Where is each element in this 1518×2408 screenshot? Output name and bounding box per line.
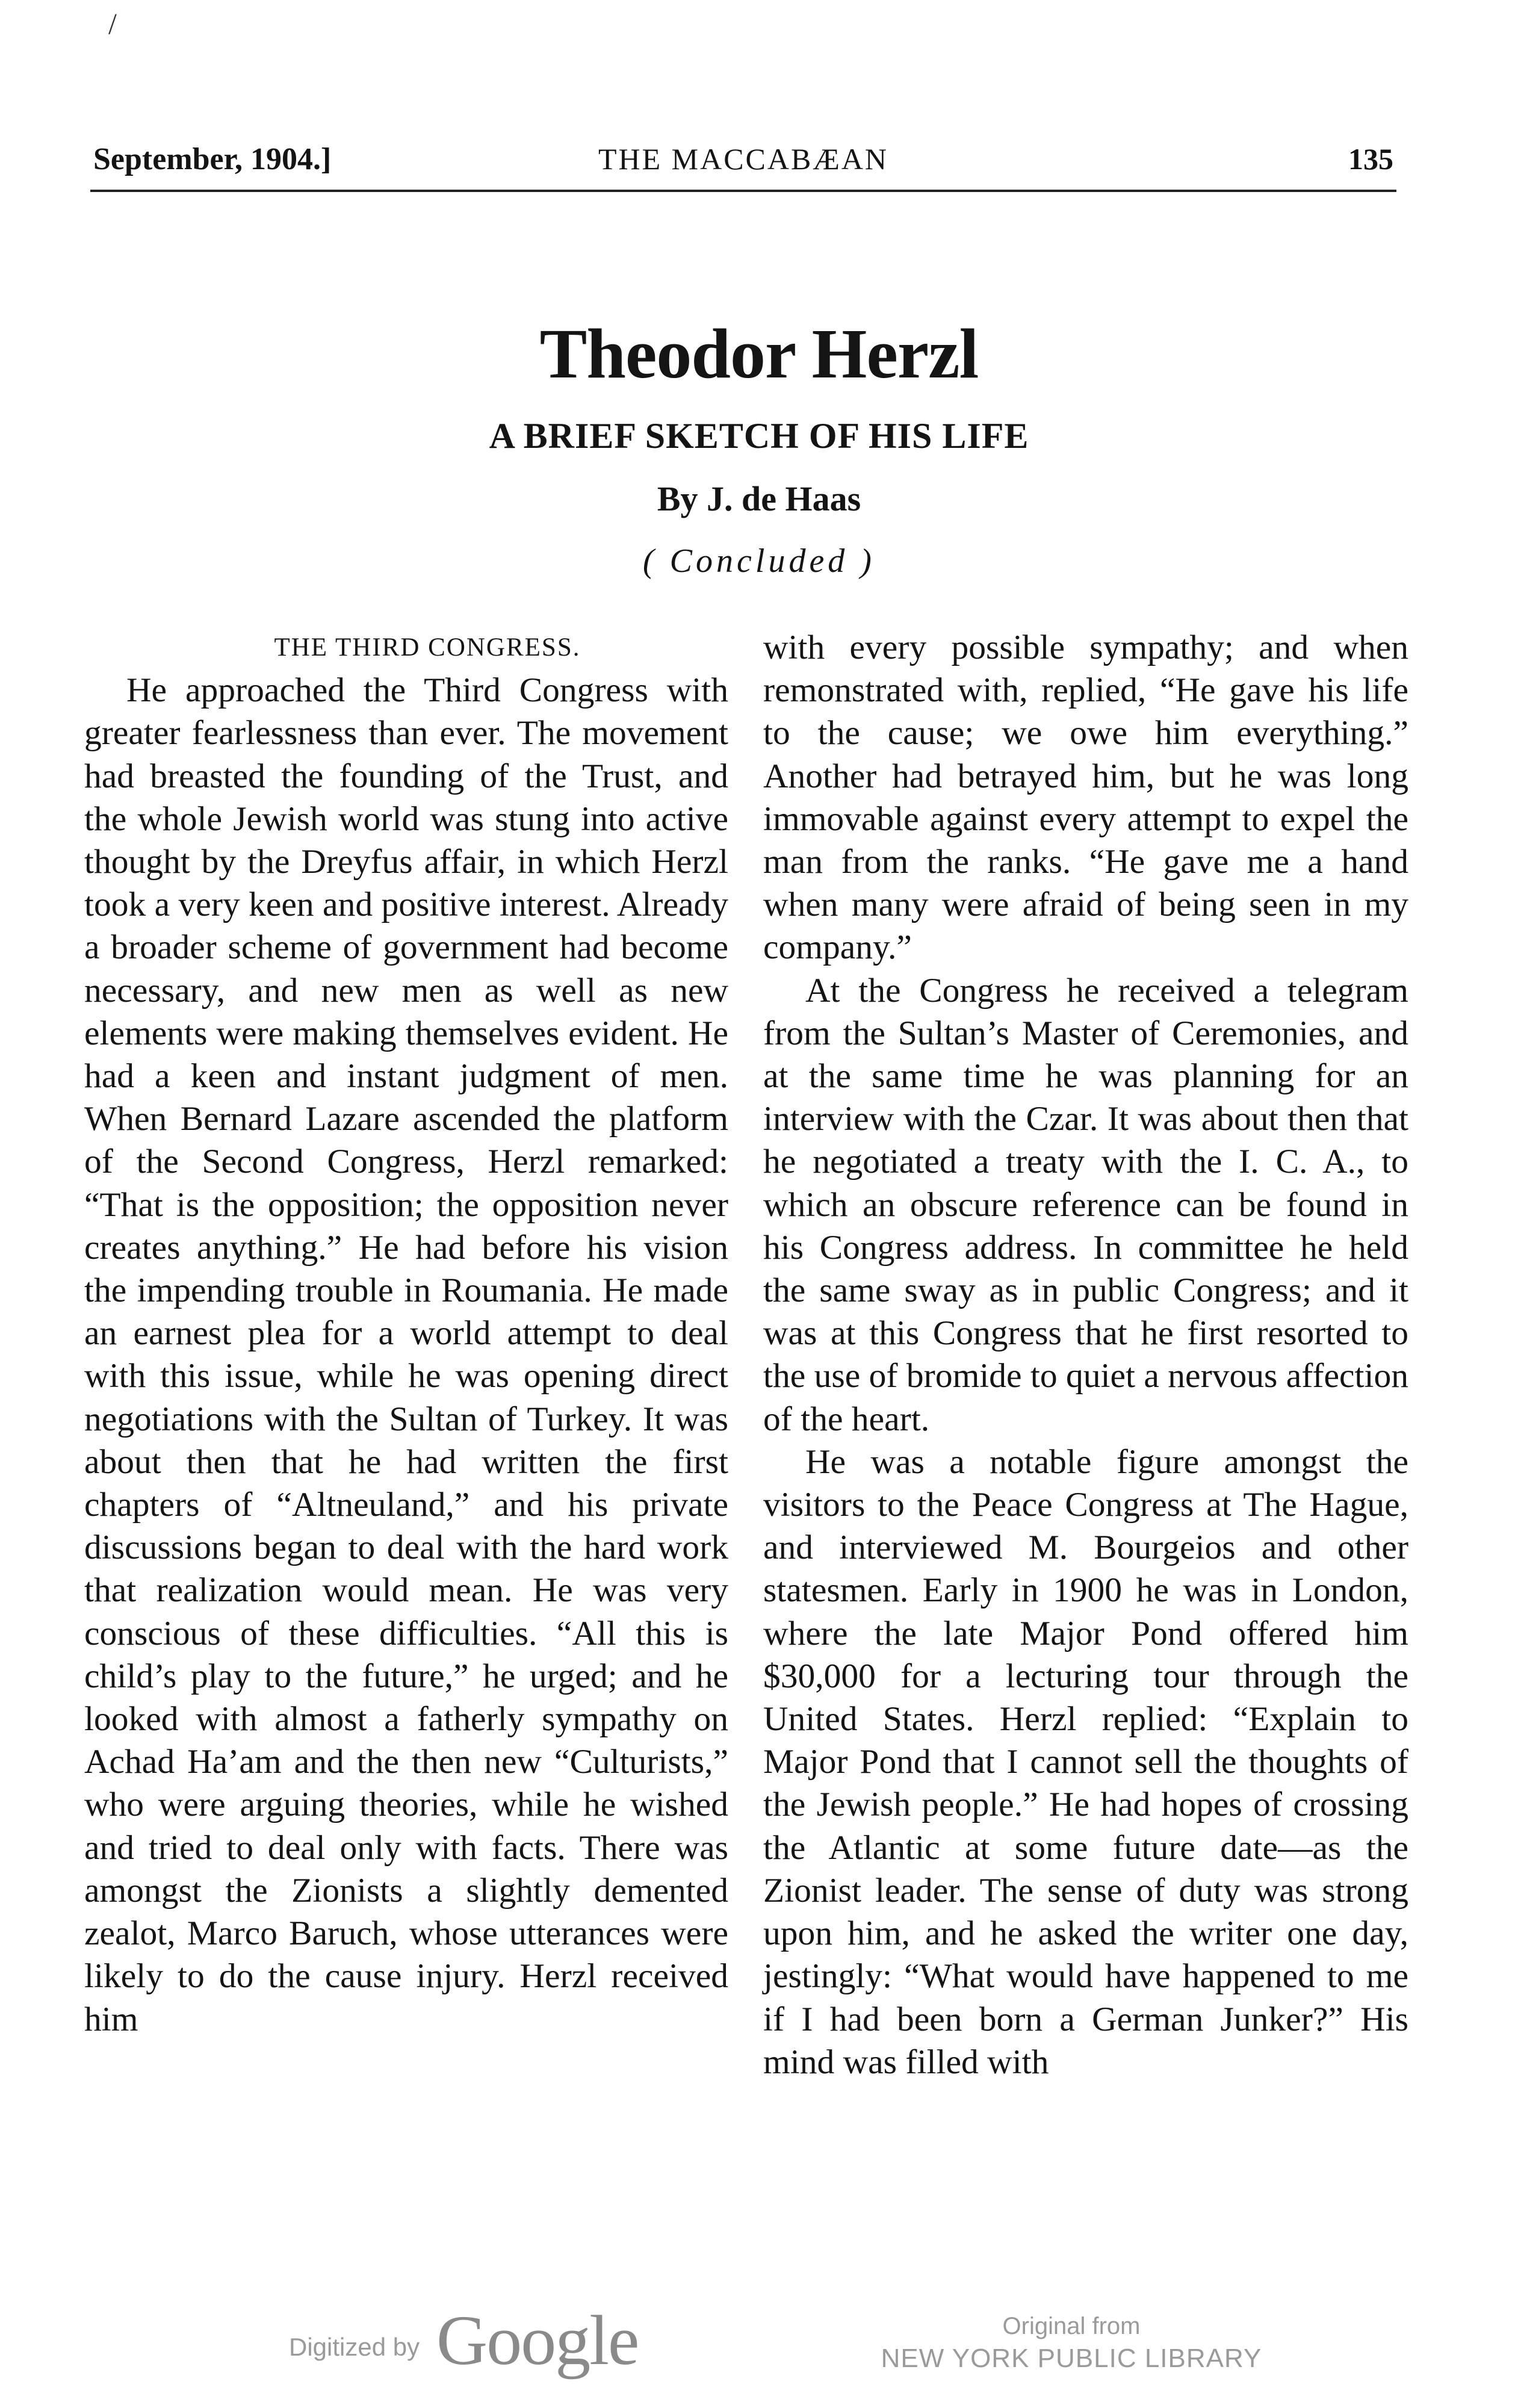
right-column xyxy=(763,626,1408,2084)
header-page-number: 135 xyxy=(1348,142,1393,176)
article-byline: By J. de Haas xyxy=(657,479,861,518)
library-name: NEW YORK PUBLIC LIBRARY xyxy=(881,2344,1262,2373)
google-watermark xyxy=(289,2300,650,2380)
header-date: September, 1904.] xyxy=(93,142,332,176)
google-logo: Google xyxy=(436,2301,639,2380)
article-title: Theodor Herzl xyxy=(539,314,979,393)
paragraph: He approached the Third Congress with greater fearlessness than ever. The movement had breasted the founding of the Trust, and the whole Jewish world was stung into active thought by the Dreyfus affair, in which Herzl took a very keen and positive interest. Already a broader scheme of government had become necessary, and new men as well as new elements were making themselves evident. He had a keen and instant judgment of men. When Bernard Lazare ascended the platform of the Second Congress, Herzl remarked: “That is the opposition; the opposition never creates anything.” He had before his vision the impending trouble in Roumania. He made an earnest plea for a world attempt to deal with this issue, while he was opening direct negotiations with the Sultan of Turkey. It was about then that he had written the first chapters of “Altneuland,” and his private discussions began to deal with the hard work that realization would mean. He was very conscious of these difficulties. “All this is child’s play to the future,” he urged; and he looked with almost a fatherly sympathy on Achad Ha’am and the then new “Culturists,” who were arguing theories, while he wished and tried to deal only with facts. There was amongst the Zionists a slightly demented zealot, Marco Baruch, whose utterances were likely to do the cause injury. Herzl received him xyxy=(84,671,728,2038)
original-from-label: Original from xyxy=(1002,2313,1141,2339)
paragraph: At the Congress he received a telegram from the Sultan’s Master of Ceremonies, and at the same time he was planning for an interview with the Czar. It was about then that he negotiated a treaty with the I. C. A., to which an obscure reference can be found in his Congress address. In committee he held the same sway as in public Congress; and it was at this Congress that he first resorted to the use of bromide to quiet a nervous affection of the heart. xyxy=(763,971,1408,1438)
running-head xyxy=(93,141,1393,190)
article-note: ( Concluded ) xyxy=(643,542,875,580)
library-credit xyxy=(873,2310,1270,2375)
paragraph: with every possible sympathy; and when remonstrated with, replied, “He gave his life to the cause; we owe him everything.” Another had betrayed him, but he was long immovable against every attempt to expel the man from the ranks. “He gave me a hand when many were afraid of being seen in my company.” xyxy=(763,628,1408,967)
header-rule xyxy=(90,190,1396,192)
header-journal-title: THE MACCABÆAN xyxy=(598,142,889,176)
scan-mark: / xyxy=(108,7,117,40)
left-column xyxy=(84,626,728,2041)
section-heading: THE THIRD CONGRESS. xyxy=(274,633,581,662)
paragraph: He was a notable figure amongst the visitors to the Peace Congress at The Hague, and interviewed M. Bourgeios and other statesmen. Early in 1900 he was in London, where the late Major Pond offered him $30,000 for a lecturing tour through the United States. Herzl replied: “Explain to Major Pond that I cannot sell the thoughts of the Jewish people.” He had hopes of crossing the Atlantic at some future date—as the Zionist leader. The sense of duty was strong upon him, and he asked the writer one day, jestingly: “What would have happened to me if I had been born a German Junker?” His mind was filled with xyxy=(763,1442,1408,2081)
article-subtitle: A BRIEF SKETCH OF HIS LIFE xyxy=(489,416,1029,456)
digitized-by-label: Digitized by xyxy=(289,2333,420,2361)
